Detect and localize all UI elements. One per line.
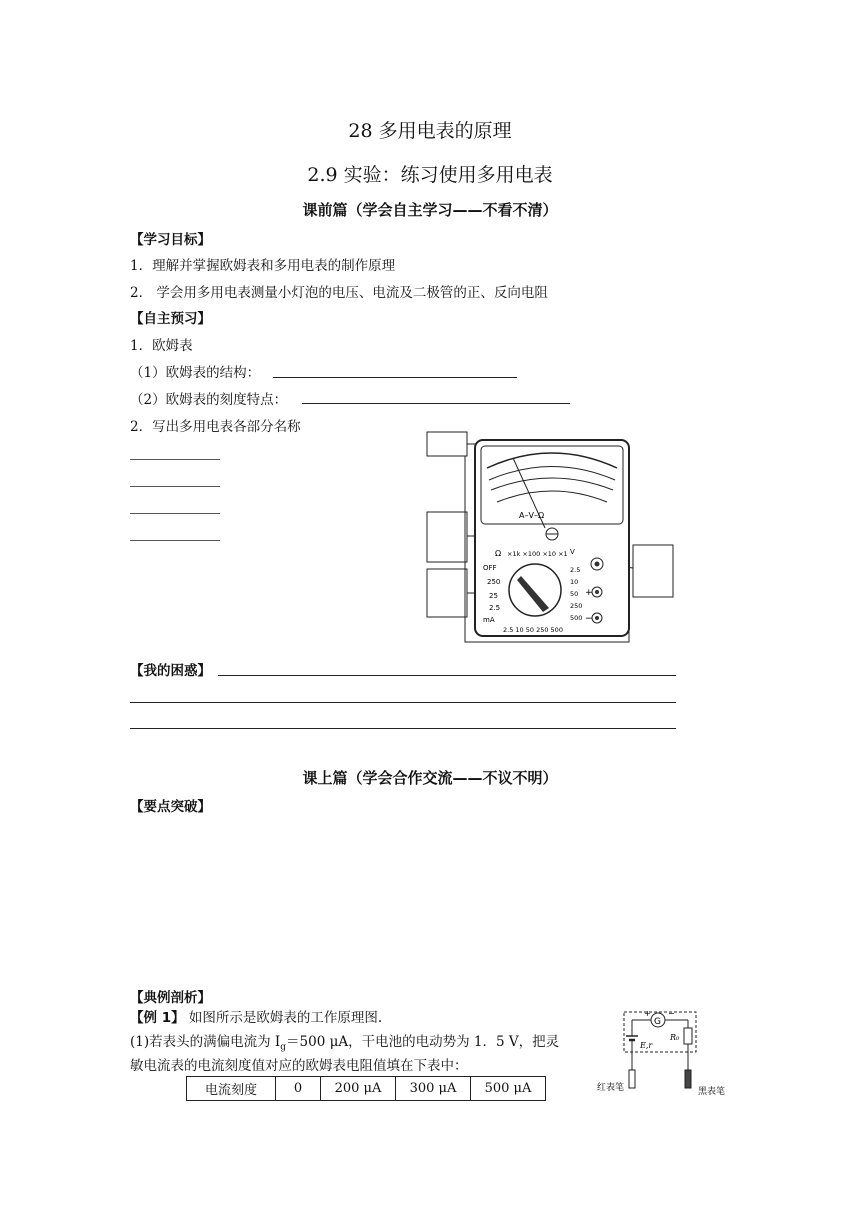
page-subtitle: 2.9 实验：练习使用多用电表 <box>307 164 553 186</box>
part-name-blank <box>130 539 220 541</box>
points-heading: 【要点突破】 <box>130 799 211 815</box>
page-title: 28 多用电表的原理 <box>348 120 512 142</box>
label-box <box>633 545 673 597</box>
current-scale-table <box>186 1076 546 1101</box>
black-probe <box>685 1070 691 1088</box>
preview-heading: 【自主预习】 <box>130 311 211 327</box>
svg-text:OFF: OFF <box>483 564 497 572</box>
rotary-switch <box>509 564 561 616</box>
confusion-line <box>130 728 676 729</box>
preview-item: （1）欧姆表的结构： <box>130 365 261 381</box>
svg-text:2.5: 2.5 <box>489 604 501 612</box>
examples-heading: 【典例剖析】 <box>130 990 211 1006</box>
preview-item: 2．写出多用电表各部分名称 <box>130 419 301 435</box>
svg-text:250: 250 <box>487 578 501 586</box>
dial-center-label: A–V–Ω <box>519 511 545 520</box>
resistor-r0 <box>684 1028 692 1044</box>
svg-text:R₀: R₀ <box>670 1033 680 1042</box>
svg-text:500: 500 <box>570 614 583 622</box>
svg-text:mA: mA <box>483 616 495 624</box>
svg-text:50: 50 <box>570 590 579 598</box>
preview-item: 1．欧姆表 <box>130 338 193 354</box>
ohm-range-label: ×1k ×100 ×10 ×1 <box>507 550 568 558</box>
example-question: (1)若表头的满偏电流为 $I_g=500$ μA，干电池的电动势为 1．5 V，把灵 <box>130 1034 560 1053</box>
svg-text:V: V <box>570 548 575 556</box>
svg-text:+: + <box>644 1009 651 1018</box>
table-cell: 500 μA <box>471 1077 546 1101</box>
goal-item: 2． 学会用多用电表测量小灯泡的电压、电流及二极管的正、反向电阻 <box>130 285 548 301</box>
part-name-blank <box>130 512 220 514</box>
preview-item: （2）欧姆表的刻度特点： <box>130 392 288 408</box>
svg-text:2.5: 2.5 <box>570 566 581 574</box>
answer-line <box>302 403 570 404</box>
ohmmeter-circuit-figure <box>592 1006 742 1106</box>
svg-text:250: 250 <box>570 602 583 610</box>
confusion-line <box>130 702 676 703</box>
label-box <box>427 569 467 617</box>
svg-text:红表笔: 红表笔 <box>597 1083 625 1093</box>
part-name-blank <box>130 458 220 460</box>
label-box <box>427 512 467 562</box>
in-class-heading: 课上篇（学会合作交流——不议不明） <box>302 769 558 787</box>
multimeter-figure <box>425 428 675 648</box>
svg-text:10: 10 <box>570 578 579 586</box>
svg-text:+: + <box>585 588 593 598</box>
table-cell: 电流刻度 <box>187 1077 276 1101</box>
svg-text:25: 25 <box>489 592 498 600</box>
svg-text:−: − <box>585 614 593 624</box>
goals-heading: 【学习目标】 <box>130 232 211 248</box>
table-cell: 0 <box>276 1077 321 1101</box>
svg-text:G: G <box>654 1017 661 1027</box>
example-text: 如图所示是欧姆表的工作原理图. <box>184 1010 383 1026</box>
pre-class-heading: 课前篇（学会自主学习——不看不清） <box>302 201 558 219</box>
example-label: 【例 1】 <box>130 1010 185 1026</box>
svg-text:2.5 10 50 250 500: 2.5 10 50 250 500 <box>503 626 563 634</box>
table-cell: 200 μA <box>321 1077 396 1101</box>
confusion-line <box>218 675 676 676</box>
svg-text:黑表笔: 黑表笔 <box>698 1087 726 1097</box>
answer-line <box>273 377 517 378</box>
table-cell: 300 μA <box>396 1077 471 1101</box>
label-box <box>427 432 467 456</box>
svg-text:−: − <box>668 1009 675 1018</box>
red-probe <box>629 1070 635 1088</box>
part-name-blank <box>130 485 220 487</box>
svg-text:E,r: E,r <box>640 1041 653 1050</box>
example-question-cont: 敏电流表的电流刻度值对应的欧姆表电阻值填在下表中： <box>130 1058 468 1074</box>
goal-item: 1．理解并掌握欧姆表和多用电表的制作原理 <box>130 258 396 274</box>
ohm-symbol: Ω <box>495 549 502 558</box>
confusion-label: 【我的困惑】 <box>130 663 211 679</box>
